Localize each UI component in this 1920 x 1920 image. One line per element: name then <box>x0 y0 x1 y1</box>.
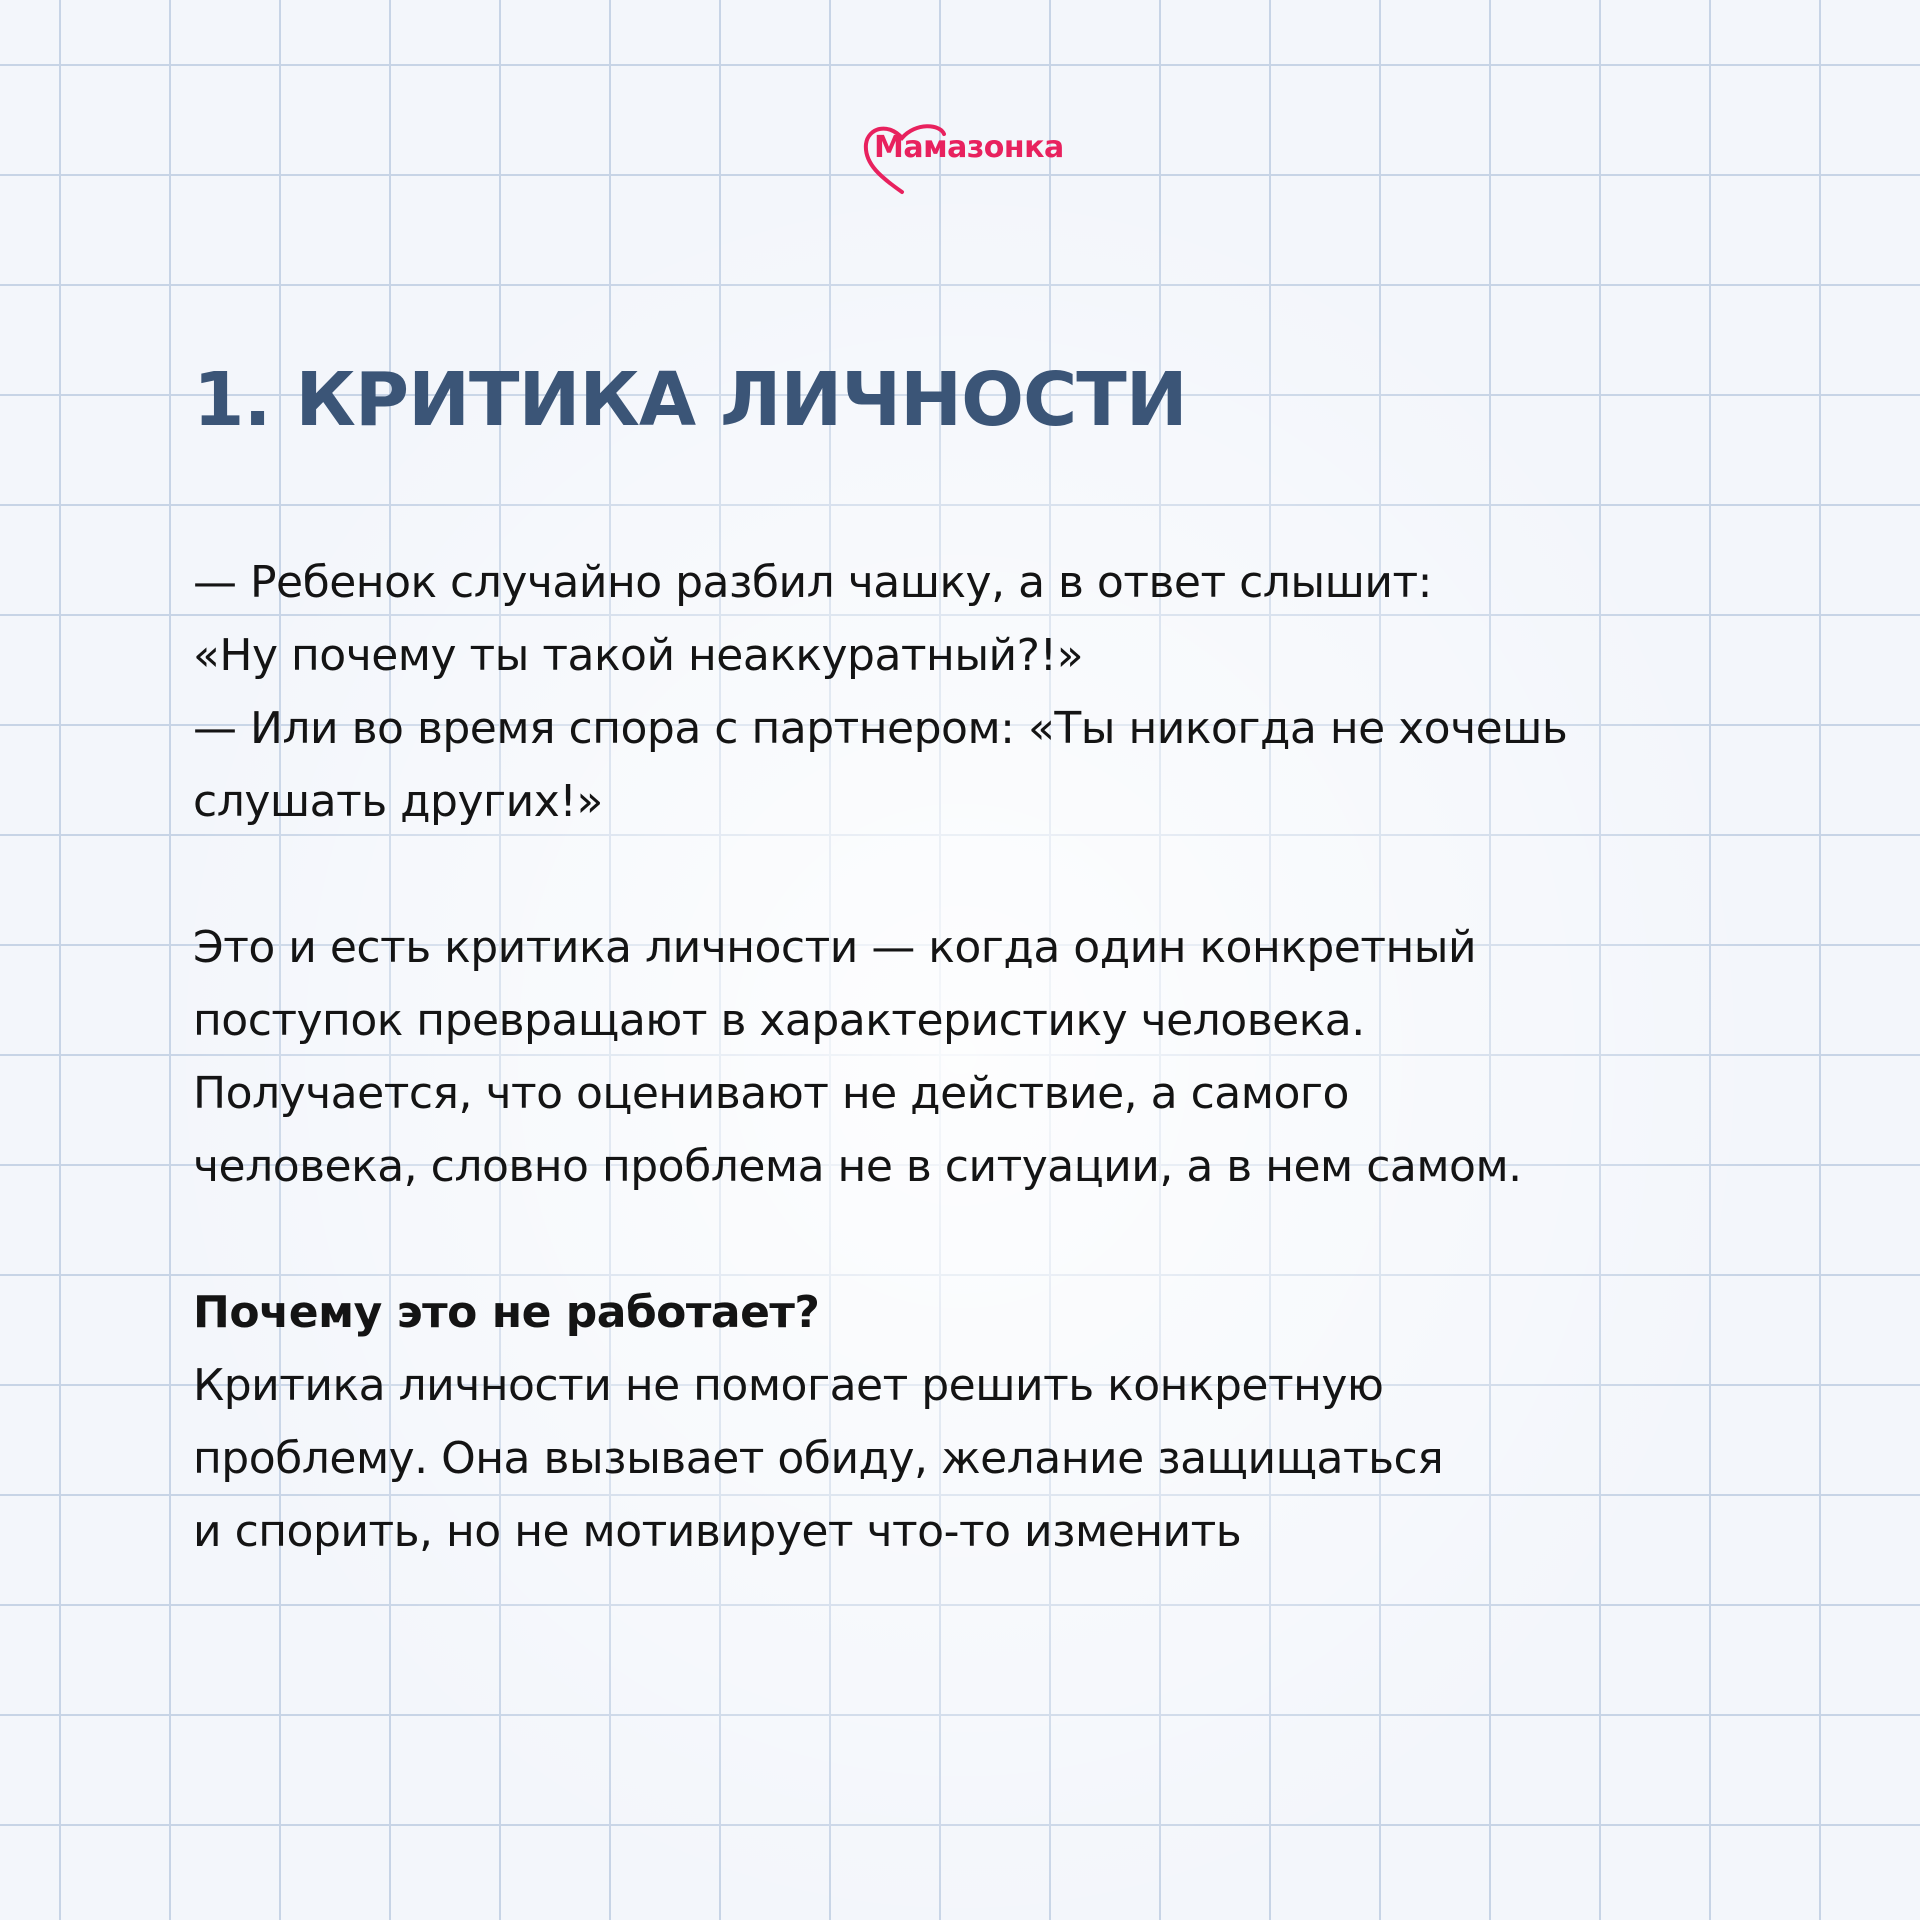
page-title: 1. КРИТИКА ЛИЧНОСТИ <box>193 357 1187 443</box>
definition-line: поступок превращают в характеристику человека. <box>193 995 1365 1046</box>
why-line: проблему. Она вызывает обиду, желание защищаться <box>193 1433 1444 1484</box>
definition-paragraph <box>193 911 1753 1203</box>
why-section <box>193 1276 1753 1568</box>
why-title: Почему это не работает? <box>193 1287 820 1338</box>
example-line: слушать других!» <box>193 776 603 827</box>
example-line: — Ребенок случайно разбил чашку, а в ответ слышит: <box>193 557 1432 608</box>
definition-line: Это и есть критика личности — когда один конкретный <box>193 922 1477 973</box>
example-line: «Ну почему ты такой неаккуратный?!» <box>193 630 1084 681</box>
examples-paragraph <box>193 546 1753 838</box>
brand-logo <box>862 120 1064 196</box>
example-line: — Или во время спора с партнером: «Ты никогда не хочешь <box>193 703 1568 754</box>
definition-line: Получается, что оценивают не действие, а самого <box>193 1068 1349 1119</box>
main-content <box>193 350 1753 1568</box>
why-line: и спорить, но не мотивирует что-то изменить <box>193 1506 1242 1557</box>
brand-name: Мамазонка <box>874 130 1064 165</box>
definition-line: человека, словно проблема не в ситуации, а в нем самом. <box>193 1141 1522 1192</box>
why-line: Критика личности не помогает решить конкретную <box>193 1360 1384 1411</box>
